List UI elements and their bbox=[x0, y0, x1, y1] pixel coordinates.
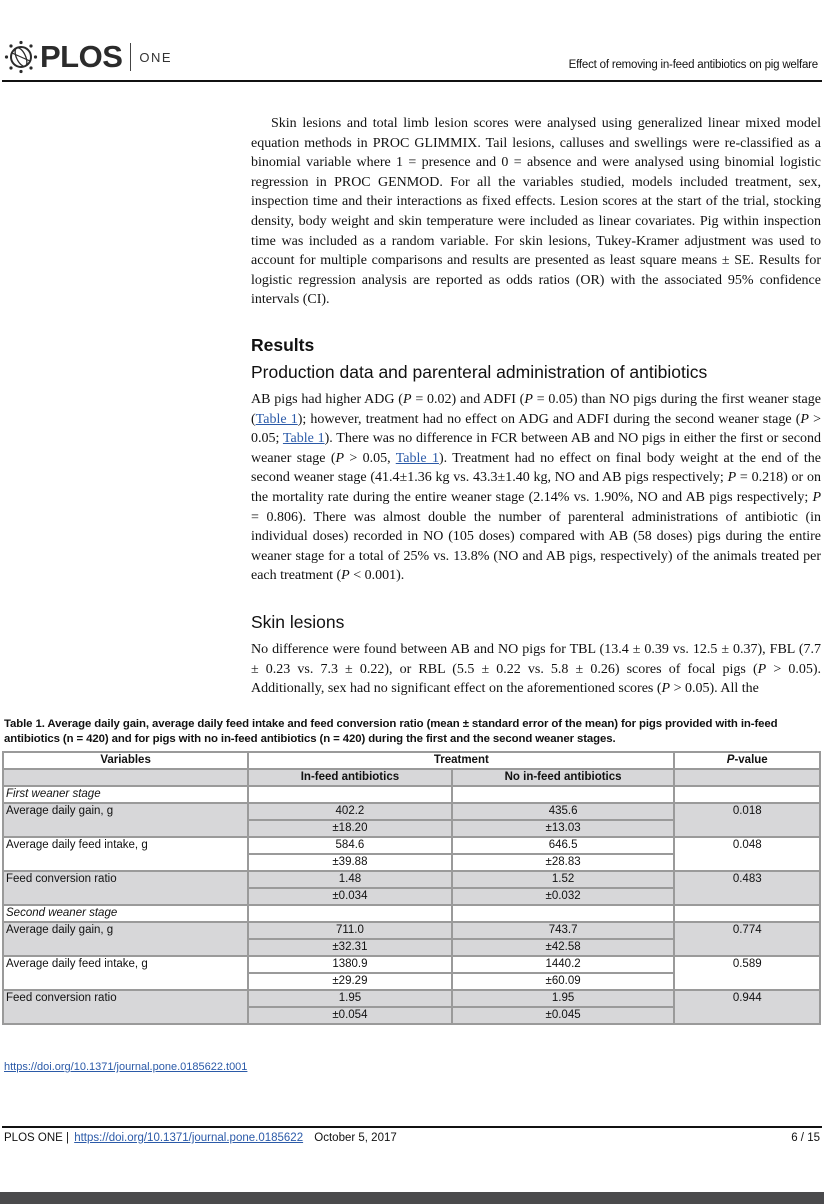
plos-one-logo bbox=[4, 40, 172, 74]
ab-mean: 711.0 bbox=[248, 922, 451, 939]
skin-lesions-paragraph bbox=[251, 640, 821, 699]
ab-mean: 584.6 bbox=[248, 837, 451, 854]
no-se: ±28.83 bbox=[452, 854, 675, 871]
ab-se: ±32.31 bbox=[248, 939, 451, 956]
empty-cell bbox=[452, 786, 675, 803]
empty-cell bbox=[248, 786, 451, 803]
no-se: ±0.032 bbox=[452, 888, 675, 905]
p-value: 0.018 bbox=[674, 803, 820, 837]
empty-cell bbox=[674, 786, 820, 803]
variable-name: Average daily gain, g bbox=[3, 803, 248, 837]
ab-mean: 1380.9 bbox=[248, 956, 451, 973]
pvalue-suffix: -value bbox=[734, 754, 768, 766]
footer-journal: PLOS ONE | bbox=[4, 1132, 69, 1144]
no-mean: 435.6 bbox=[452, 803, 675, 820]
no-se: ±0.045 bbox=[452, 1007, 675, 1024]
text-run: > 0.05). Additionally, sex had no significant effect on the aforementioned scores ( bbox=[251, 661, 821, 697]
ab-se: ±18.20 bbox=[248, 820, 451, 837]
ab-mean: 402.2 bbox=[248, 803, 451, 820]
no-se: ±42.58 bbox=[452, 939, 675, 956]
empty-cell bbox=[248, 905, 451, 922]
header-pvalue bbox=[674, 752, 820, 769]
table1-link[interactable]: Table 1 bbox=[282, 431, 325, 447]
p-value: 0.048 bbox=[674, 837, 820, 871]
text-run: > 0.05, bbox=[344, 450, 396, 466]
empty-cell bbox=[452, 905, 675, 922]
p-symbol: P bbox=[341, 568, 350, 584]
empty-cell bbox=[674, 905, 820, 922]
table1-doi-link[interactable]: https://doi.org/10.1371/journal.pone.0185622.t001 bbox=[4, 1061, 248, 1073]
text-run: = 0.806). There was almost double the number of parenteral administrations of antibiotic (in individual doses) recorded in NO (105 doses) compared with AB (58 doses) pigs during the entire weaner stage for a total of 25% vs. 13.8% (NO and AB pigs, respectively) of the animals treated per each treatment ( bbox=[251, 509, 821, 584]
p-symbol: P bbox=[524, 392, 533, 407]
variable-name: Average daily feed intake, g bbox=[3, 837, 248, 871]
variable-name: Average daily gain, g bbox=[3, 922, 248, 956]
page-footer bbox=[4, 1132, 397, 1144]
p-symbol: P bbox=[757, 661, 767, 677]
p-symbol: P bbox=[335, 450, 345, 466]
production-subheading: Production data and parenteral administration of antibiotics bbox=[251, 362, 708, 382]
empty-cell bbox=[3, 769, 248, 786]
p-symbol: P bbox=[661, 681, 671, 697]
results-heading: Results bbox=[251, 335, 315, 355]
header-no-in-feed-antibiotics: No in-feed antibiotics bbox=[452, 769, 675, 786]
no-mean: 1.52 bbox=[452, 871, 675, 888]
text-run: > 0.05). All the bbox=[670, 681, 759, 697]
header-in-feed-antibiotics: In-feed antibiotics bbox=[248, 769, 451, 786]
text-run: = 0.218) or on the mortality rate during the entire weaner stage (2.14% vs. 1.90%, NO and AB pigs respectively; bbox=[251, 470, 821, 505]
p-value: 0.944 bbox=[674, 990, 820, 1024]
p-symbol: P bbox=[812, 489, 821, 505]
plos-globe-icon bbox=[4, 40, 38, 74]
text-run: ). There was no difference in FCR between AB and NO pigs in either the first or second weaner stage ( bbox=[251, 431, 821, 466]
table-row bbox=[3, 990, 820, 1007]
page-header bbox=[0, 0, 824, 82]
stage-row bbox=[3, 905, 820, 922]
table-header-row bbox=[3, 752, 820, 769]
header-divider bbox=[2, 80, 822, 82]
table-row bbox=[3, 922, 820, 939]
ab-se: ±29.29 bbox=[248, 973, 451, 990]
variable-name: Feed conversion ratio bbox=[3, 990, 248, 1024]
header-treatment: Treatment bbox=[248, 752, 674, 769]
logo-one-text: ONE bbox=[139, 49, 173, 65]
methods-text: Skin lesions and total limb lesion scores were analysed using generalized linear mixed model equation methods in PROC GLIMMIX. Tail lesions, calluses and swellings were re-classified as a binomial variable where 1 = presence and 0 = absence and were analysed using binomial logistic regression in PROC GENMOD. For all the variables studied, models included treatment, sex, inspection time and their interactions as fixed effects. Lesion scores at the start of the trial, stocking density, body weight and skin temperature were included as linear covariates. Pig within inspection time was included as a random variable. For skin lesions, Tukey-Kramer adjustment was used to account for multiple comparisons and results are presented as least square means ± SE. Results for logistic regression analysis are reported as odds ratios (OR) with the associated 95% confidence intervals (CI). bbox=[251, 116, 821, 308]
p-symbol: P bbox=[726, 754, 735, 766]
stage-label: Second weaner stage bbox=[3, 905, 248, 922]
text-run: ). Treatment had no effect on final body weight at the end of the second weaner stage (41.4±1.36 kg vs. 43.3±1.40 kg, NO and AB pigs respectively; bbox=[251, 450, 822, 486]
logo-plos-text: PLOS bbox=[40, 39, 123, 74]
text-run: = 0.02) and ADFI ( bbox=[411, 392, 525, 407]
no-mean: 743.7 bbox=[452, 922, 675, 939]
table-row bbox=[3, 803, 820, 820]
text-run: AB pigs had higher ADG ( bbox=[251, 392, 403, 407]
table-row bbox=[3, 956, 820, 973]
running-title: Effect of removing in-feed antibiotics on pig welfare bbox=[568, 59, 818, 71]
text-run: No difference were found between AB and NO pigs for TBL (13.4 ± 0.39 vs. 12.5 ± 0.37), FBL (7.7 ± 0.23 vs. 7.3 ± 0.22), or RBL (5.5 ± 0.22 vs. 5.8 ± 0.26) scores of focal pigs ( bbox=[251, 642, 821, 677]
empty-cell bbox=[674, 769, 820, 786]
footer-doi-link[interactable]: https://doi.org/10.1371/journal.pone.0185622 bbox=[74, 1132, 304, 1144]
table-row bbox=[3, 871, 820, 888]
table1-caption: Table 1. Average daily gain, average daily feed intake and feed conversion ratio (mean ± standard error of the mean) for pigs provided with in-feed antibiotics (n = 420) and for pigs with no in-feed antibiotics (n = 420) during the first and the second weaner stages. bbox=[4, 718, 778, 745]
ab-se: ±0.034 bbox=[248, 888, 451, 905]
ab-mean: 1.95 bbox=[248, 990, 451, 1007]
p-value: 0.589 bbox=[674, 956, 820, 990]
production-paragraph bbox=[251, 390, 821, 586]
variable-name: Feed conversion ratio bbox=[3, 871, 248, 905]
no-mean: 1.95 bbox=[452, 990, 675, 1007]
p-symbol: P bbox=[402, 392, 412, 407]
text-run: = 0.05) than NO pigs during the first weaner stage ( bbox=[251, 392, 821, 427]
skin-lesions-subheading: Skin lesions bbox=[251, 612, 345, 632]
stage-label: First weaner stage bbox=[3, 786, 248, 803]
table-subheader-row bbox=[3, 769, 820, 786]
p-symbol: P bbox=[800, 411, 809, 427]
no-se: ±13.03 bbox=[452, 820, 675, 837]
table-row bbox=[3, 837, 820, 854]
text-run: > 0.05; bbox=[251, 411, 821, 447]
no-mean: 1440.2 bbox=[452, 956, 675, 973]
header-variables: Variables bbox=[3, 752, 248, 769]
no-mean: 646.5 bbox=[452, 837, 675, 854]
footer-divider bbox=[2, 1126, 822, 1128]
table1-link[interactable]: Table 1 bbox=[395, 450, 439, 466]
ab-se: ±0.054 bbox=[248, 1007, 451, 1024]
ab-se: ±39.88 bbox=[248, 854, 451, 871]
variable-name: Average daily feed intake, g bbox=[3, 956, 248, 990]
no-se: ±60.09 bbox=[452, 973, 675, 990]
stage-row bbox=[3, 786, 820, 803]
table1 bbox=[2, 751, 821, 1025]
p-value: 0.483 bbox=[674, 871, 820, 905]
table1-body bbox=[3, 786, 820, 1024]
ab-mean: 1.48 bbox=[248, 871, 451, 888]
text-run: < 0.001). bbox=[349, 568, 405, 584]
logo-separator bbox=[130, 43, 131, 71]
p-symbol: P bbox=[727, 470, 737, 486]
methods-paragraph bbox=[251, 114, 821, 310]
text-run: ); however, treatment had no effect on ADG and ADFI during the second weaner stage ( bbox=[297, 411, 801, 427]
table1-link[interactable]: Table 1 bbox=[255, 411, 298, 427]
p-value: 0.774 bbox=[674, 922, 820, 956]
page-number: 6 / 15 bbox=[791, 1132, 820, 1144]
footer-date: October 5, 2017 bbox=[314, 1132, 397, 1144]
viewer-bottom-bar bbox=[0, 1192, 824, 1204]
